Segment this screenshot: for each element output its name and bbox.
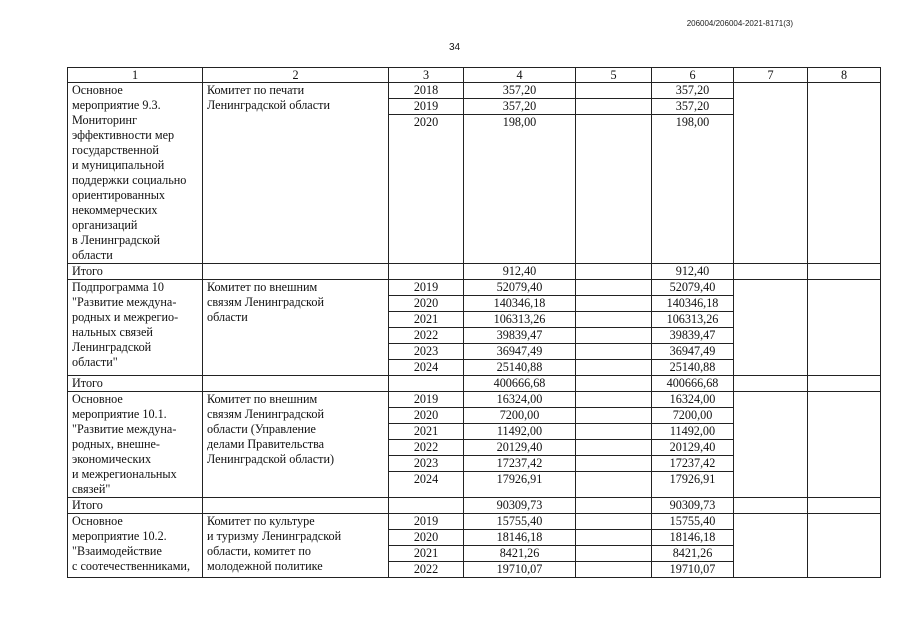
column-header-2: 2	[203, 68, 389, 83]
table-row	[68, 392, 881, 498]
header-row	[68, 68, 881, 83]
amount-col7-cell	[734, 280, 808, 376]
executor-cell: Комитет по внешним связям Ленинградской области	[203, 280, 389, 376]
total-col6: 400666,68	[652, 376, 734, 392]
year-cell: 2019 2020 2021 2022	[389, 514, 464, 578]
total-label: Итого	[68, 498, 203, 514]
amount-col6-cell: 357,20 357,20 198,00	[652, 83, 734, 264]
total-label: Итого	[68, 376, 203, 392]
amount-col8-cell	[808, 83, 881, 264]
column-header-3: 3	[389, 68, 464, 83]
total-col6: 90309,73	[652, 498, 734, 514]
column-header-7: 7	[734, 68, 808, 83]
amount-col5-cell	[576, 514, 652, 578]
amount-col7-cell	[734, 392, 808, 498]
amount-col4-cell: 52079,40 140346,18 106313,26 39839,47 36947,49 25140,88	[464, 280, 576, 376]
total-row	[68, 264, 881, 280]
column-header-5: 5	[576, 68, 652, 83]
page-number: 34	[449, 42, 461, 53]
executor-cell: Комитет по культуре и туризму Ленинградской области, комитет по молодежной политике	[203, 514, 389, 578]
column-header-8: 8	[808, 68, 881, 83]
document-reference: 206004/206004-2021-8171(3)	[686, 19, 793, 28]
amount-col4-cell: 357,20 357,20 198,00	[464, 83, 576, 264]
amount-col7-cell	[734, 514, 808, 578]
budget-table	[67, 67, 881, 578]
table-row	[68, 280, 881, 376]
amount-col4-cell: 16324,00 7200,00 11492,00 20129,40 17237,42 17926,91	[464, 392, 576, 498]
amount-col4-cell: 15755,40 18146,18 8421,26 19710,07	[464, 514, 576, 578]
measure-name-cell: Подпрограмма 10 "Развитие междуна- родных и межрегио- нальных связей Ленинградской области"	[68, 280, 203, 376]
executor-cell: Комитет по печати Ленинградской области	[203, 83, 389, 264]
amount-col8-cell	[808, 280, 881, 376]
column-header-1: 1	[68, 68, 203, 83]
amount-col8-cell	[808, 392, 881, 498]
amount-col8-cell	[808, 514, 881, 578]
total-row	[68, 376, 881, 392]
amount-col6-cell: 52079,40 140346,18 106313,26 39839,47 36947,49 25140,88	[652, 280, 734, 376]
measure-name-cell: Основное мероприятие 10.2. "Взаимодействие с соотечественниками,	[68, 514, 203, 578]
measure-name-cell: Основное мероприятие 10.1. "Развитие междуна- родных, внешне- экономических и межрегиональных связей"	[68, 392, 203, 498]
amount-col5-cell	[576, 83, 652, 264]
year-cell: 2018 2019 2020	[389, 83, 464, 264]
amount-col5-cell	[576, 280, 652, 376]
measure-name-cell: Основное мероприятие 9.3. Мониторинг эффективности мер государственной и муниципальной поддержки социально ориентированных некоммерческих организаций в Ленинградской области	[68, 83, 203, 264]
amount-col6-cell: 15755,40 18146,18 8421,26 19710,07	[652, 514, 734, 578]
amount-col5-cell	[576, 392, 652, 498]
amount-col7-cell	[734, 83, 808, 264]
total-col4: 90309,73	[464, 498, 576, 514]
table-row	[68, 514, 881, 578]
executor-cell: Комитет по внешним связям Ленинградской области (Управление делами Правительства Ленинградской области)	[203, 392, 389, 498]
table-row	[68, 83, 881, 264]
year-cell: 2019 2020 2021 2022 2023 2024	[389, 280, 464, 376]
amount-col6-cell: 16324,00 7200,00 11492,00 20129,40 17237,42 17926,91	[652, 392, 734, 498]
column-header-4: 4	[464, 68, 576, 83]
total-row	[68, 498, 881, 514]
total-col4: 912,40	[464, 264, 576, 280]
total-col6: 912,40	[652, 264, 734, 280]
total-col4: 400666,68	[464, 376, 576, 392]
year-cell: 2019 2020 2021 2022 2023 2024	[389, 392, 464, 498]
total-label: Итого	[68, 264, 203, 280]
column-header-6: 6	[652, 68, 734, 83]
